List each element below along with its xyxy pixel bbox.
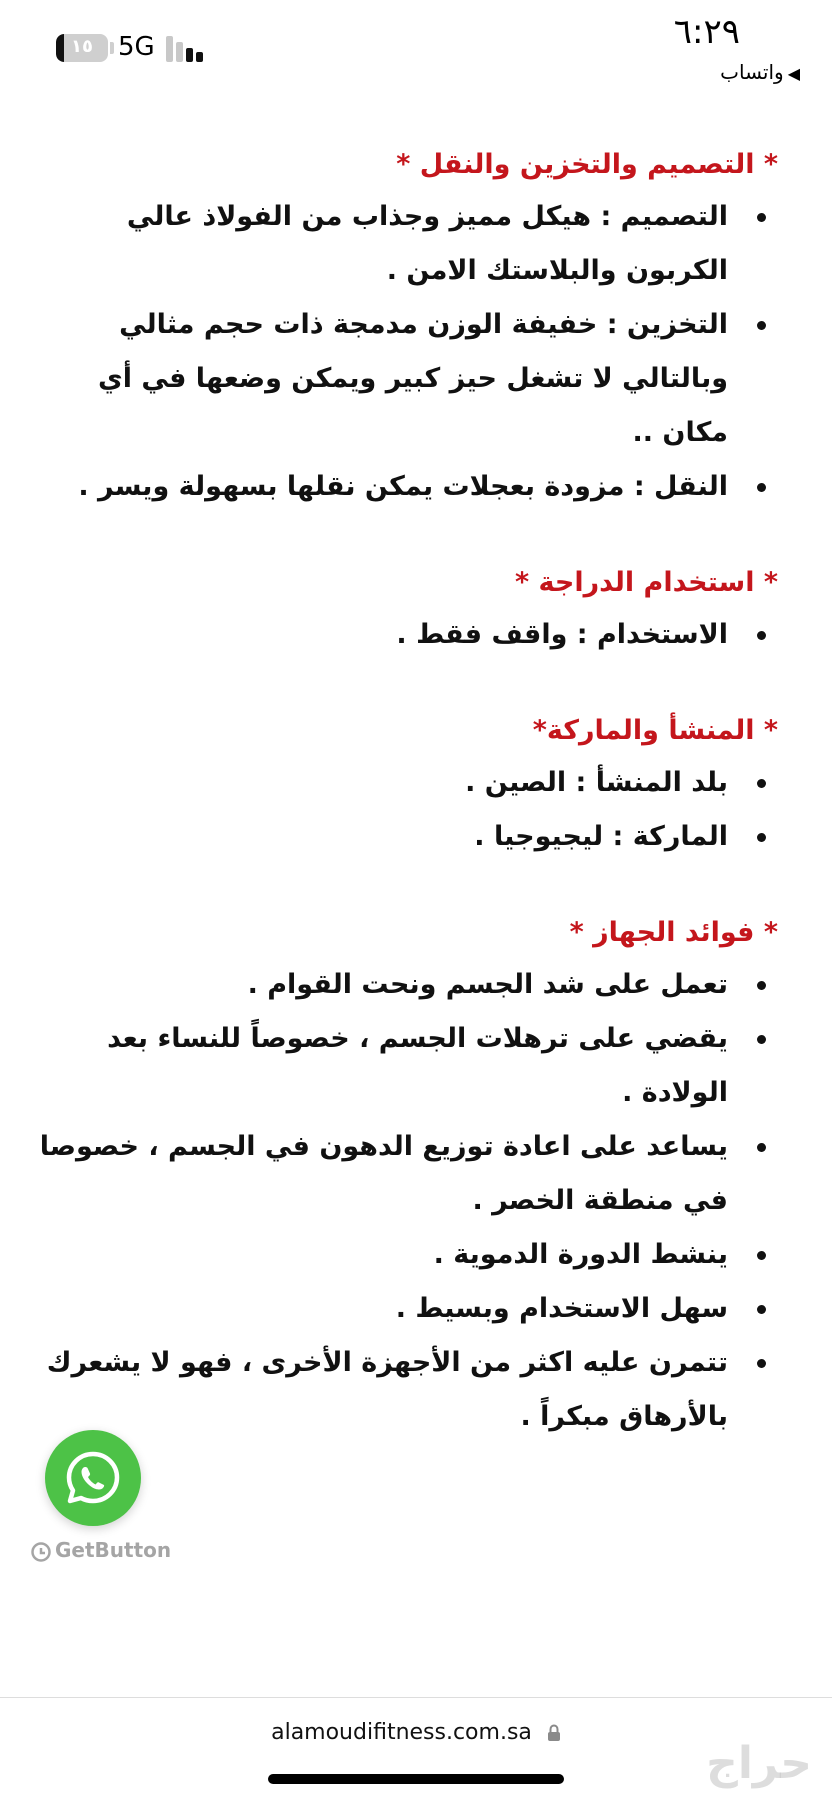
- spec-list-item: التخزين : خفيفة الوزن مدمجة ذات حجم مثالي وبالتالي لا تشغل حيز كبير ويمكن وضعها في أي مكان ..: [38, 298, 778, 460]
- status-bar: [0, 0, 832, 100]
- spec-list-item: يساعد على اعادة توزيع الدهون في الجسم ، خصوصا في منطقة الخصر .: [38, 1120, 778, 1228]
- spec-list-item: ينشط الدورة الدموية .: [38, 1228, 778, 1282]
- url-text: alamoudifitness.com.sa: [271, 1720, 532, 1745]
- back-app-label: واتساب: [720, 60, 784, 84]
- status-time: ٦:٢٩: [673, 12, 740, 52]
- spec-list-item: تعمل على شد الجسم ونحت القوام .: [38, 958, 778, 1012]
- section-title: * المنشأ والماركة*: [532, 715, 778, 746]
- whatsapp-chat-button[interactable]: [45, 1430, 141, 1526]
- getbutton-logo-icon: [30, 1541, 52, 1563]
- spec-list-item: النقل : مزودة بعجلات يمكن نقلها بسهولة ويسر .: [38, 460, 778, 514]
- spec-list-item: تتمرن عليه اكثر من الأجهزة الأخرى ، فهو لا يشعرك بالأرهاق مبكراً .: [38, 1336, 778, 1444]
- spec-section: [38, 706, 778, 864]
- product-description: [38, 140, 778, 1488]
- spec-list: [38, 190, 778, 514]
- signal-strength-icon: [166, 36, 206, 62]
- spec-section: [38, 140, 778, 514]
- back-triangle-icon: ◀: [787, 64, 800, 83]
- spec-list-item: يقضي على ترهلات الجسم ، خصوصاً للنساء بعد الولادة .: [38, 1012, 778, 1120]
- spec-section: [38, 908, 778, 1444]
- spec-list-item: الاستخدام : واقف فقط .: [38, 608, 778, 662]
- getbutton-credit-link[interactable]: [30, 1538, 171, 1563]
- getbutton-label: GetButton: [55, 1538, 172, 1562]
- battery-icon: [56, 34, 108, 62]
- whatsapp-icon: [63, 1448, 123, 1508]
- haraj-watermark: حراج: [706, 1738, 812, 1789]
- spec-list-item: التصميم : هيكل مميز وجذاب من الفولاذ عالي الكربون والبلاستك الامن .: [38, 190, 778, 298]
- spec-section: [38, 558, 778, 662]
- battery-percentage: ١٥: [71, 36, 93, 57]
- section-title: * التصميم والتخزين والنقل *: [396, 149, 778, 180]
- spec-list-item: بلد المنشأ : الصين .: [38, 756, 778, 810]
- back-to-app-link[interactable]: [720, 60, 800, 84]
- spec-list: [38, 756, 778, 864]
- home-indicator[interactable]: [268, 1774, 564, 1784]
- network-type: 5G: [118, 32, 155, 62]
- spec-list: [38, 608, 778, 662]
- browser-bar-divider: [0, 1697, 832, 1698]
- battery-tip: [110, 42, 114, 54]
- spec-list-item: سهل الاستخدام وبسيط .: [38, 1282, 778, 1336]
- spec-list: [38, 958, 778, 1444]
- lock-icon: [547, 1724, 561, 1742]
- section-title: * استخدام الدراجة *: [515, 567, 778, 598]
- section-title: * فوائد الجهاز *: [569, 917, 778, 948]
- spec-list-item: الماركة : ليجيوجيا .: [38, 810, 778, 864]
